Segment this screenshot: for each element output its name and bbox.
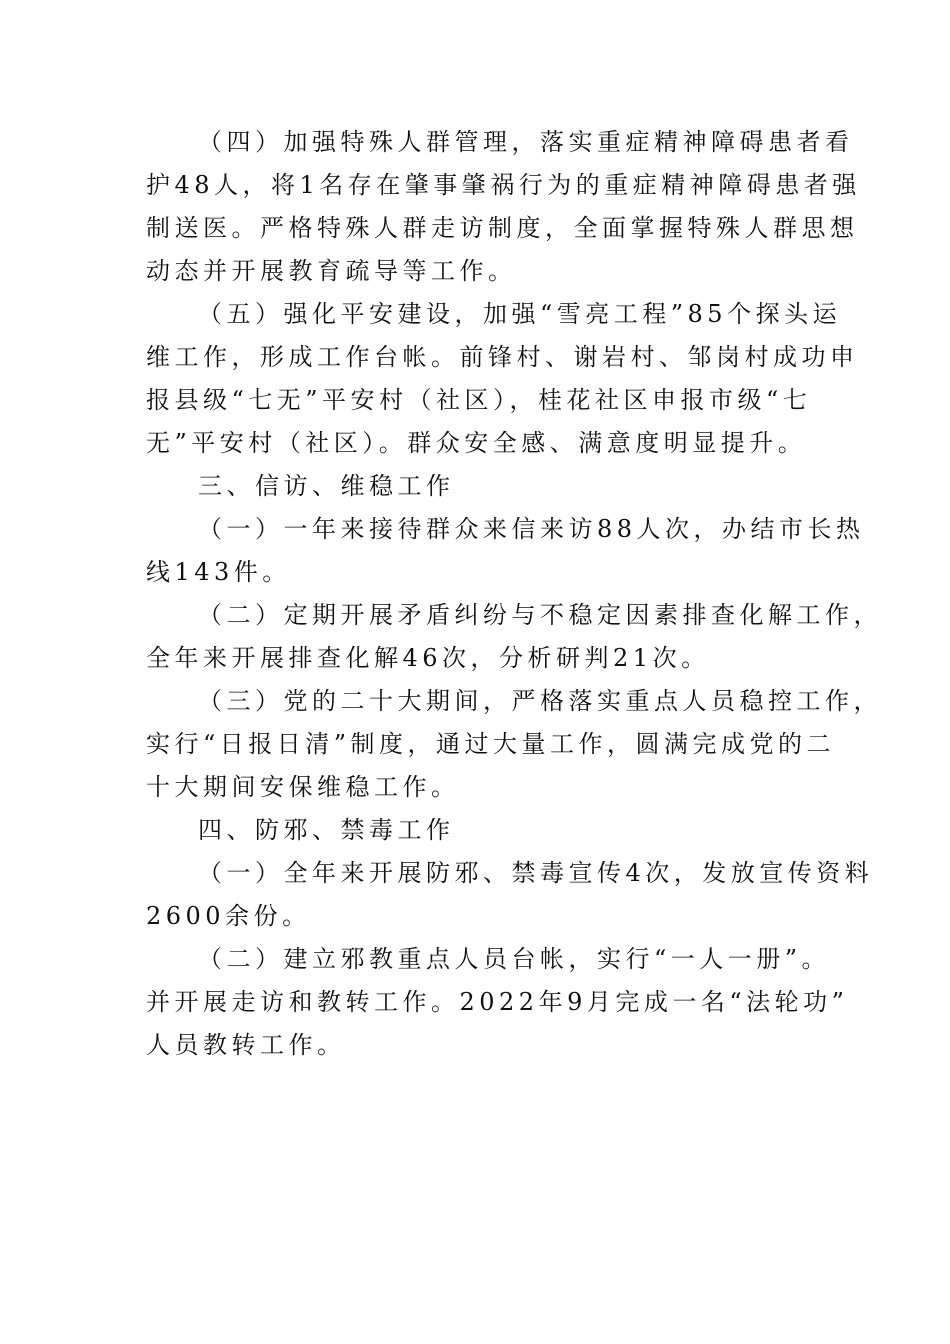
section-4-item-2-line-1: （二）建立邪教重点人员台帐，实行“一人一册”。 [198, 945, 831, 973]
section-4-item-2-line-3: 人员教转工作。 [146, 1031, 346, 1059]
paragraph-4-line-3: 制送医。严格特殊人群走访制度，全面掌握特殊人群思想 [146, 214, 859, 242]
paragraph-4-line-4: 动态并开展教育疏导等工作。 [146, 257, 517, 285]
section-3-item-3-line-1: （三）党的二十大期间，严格落实重点人员稳控工作， [198, 687, 882, 715]
section-4-item-2-line-2: 并开展走访和教转工作。2022年9月完成一名“法轮功” [146, 988, 849, 1016]
section-4-item-1-line-1: （一）全年来开展防邪、禁毒宣传4次，发放宣传资料 [198, 859, 874, 887]
paragraph-5-line-1: （五）强化平安建设，加强“雪亮工程”85个探头运 [198, 300, 842, 328]
section-3-item-3-line-2: 实行“日报日清”制度，通过大量工作，圆满完成党的二 [146, 730, 836, 758]
section-4-item-1-line-2: 2600余份。 [146, 902, 311, 930]
section-3-item-3-line-3: 十大期间安保维稳工作。 [146, 773, 460, 801]
paragraph-5-line-3: 报县级“七无”平安村（社区），桂花社区申报市级“七 [146, 386, 812, 414]
paragraph-4-line-1: （四）加强特殊人群管理，落实重症精神障碍患者看 [198, 128, 854, 156]
paragraph-5-line-2: 维工作，形成工作台帐。前锋村、谢岩村、邹岗村成功申 [146, 343, 859, 371]
paragraph-4-line-2: 护48人，将1名存在肇事肇祸行为的重症精神障碍患者强 [146, 171, 861, 199]
document-body [146, 121, 882, 1067]
section-4-heading: 四、防邪、禁毒工作 [198, 816, 455, 844]
section-3-heading: 三、信访、维稳工作 [198, 472, 455, 500]
paragraph-5-line-4: 无”平安村（社区）。群众安全感、满意度明显提升。 [146, 429, 807, 457]
section-3-item-1-line-1: （一）一年来接待群众来信来访88人次，办结市长热 [198, 515, 865, 543]
section-3-item-2-line-1: （二）定期开展矛盾纠纷与不稳定因素排查化解工作， [198, 601, 882, 629]
section-3-item-2-line-2: 全年来开展排查化解46次，分析研判21次。 [146, 644, 710, 672]
section-3-item-1-line-2: 线143件。 [146, 558, 291, 586]
